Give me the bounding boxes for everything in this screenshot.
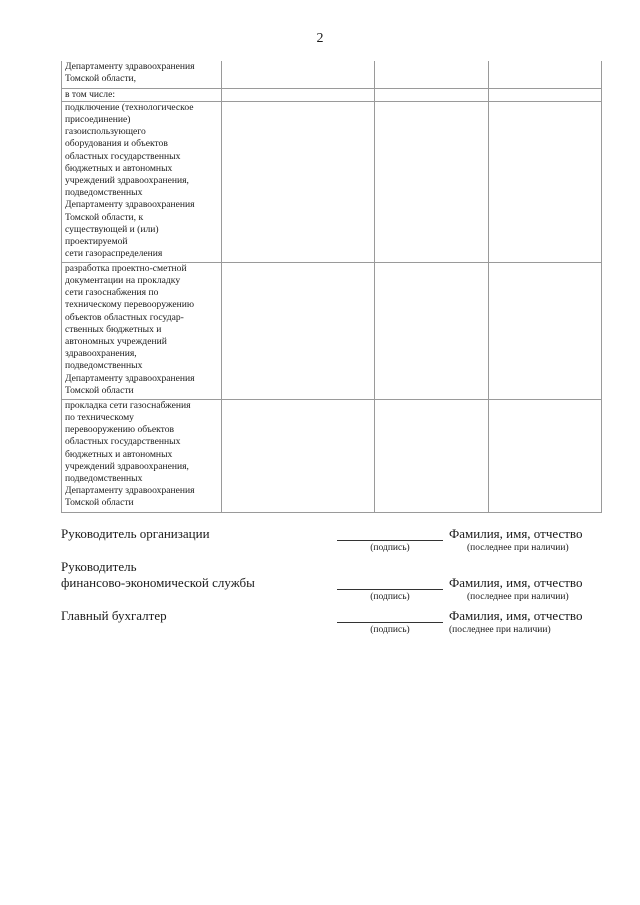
accountant-signature-line <box>337 622 443 623</box>
row-label: в том числе: <box>62 88 222 101</box>
finance-signature-caption: (подпись) <box>370 592 410 602</box>
accountant-name-note: (последнее при наличии) <box>449 625 551 635</box>
row-label: Департаменту здравоохранения Томской области, <box>62 61 222 88</box>
head-name-note: (последнее при наличии) <box>467 543 569 553</box>
head-title: Руководитель организации <box>61 526 210 541</box>
accountant-title: Главный бухгалтер <box>61 608 167 623</box>
row-label: подключение (технологическое присоединение) газоиспользующего оборудования и объектов областных государственных бюджетных и автономных учреждений здравоохранения, подведомственных Департаменту здравоохранения Томской области, к существующей и (или) проектируемой сети газораспределения <box>62 101 222 262</box>
head-signature-caption: (подпись) <box>370 543 410 553</box>
head-signature-line <box>337 540 443 541</box>
finance-name-note: (последнее при наличии) <box>467 592 569 602</box>
page-number: 2 <box>316 31 324 46</box>
accountant-name-placeholder: Фамилия, имя, отчество <box>449 608 583 623</box>
finance-name-placeholder: Фамилия, имя, отчество <box>449 575 583 590</box>
head-name-placeholder: Фамилия, имя, отчество <box>449 526 583 541</box>
row-label: разработка проектно-сметной документации на прокладку сети газоснабжения по техническому перевооружению объектов областных государ- ственных бюджетных и автономных учреждений здравоохранения, подведомственных Департаменту здравоохранения Томской области <box>62 262 222 399</box>
accountant-signature-caption: (подпись) <box>370 625 410 635</box>
finance-title-line2: финансово-экономической службы <box>61 575 255 590</box>
finance-title-line1: Руководитель <box>61 559 137 574</box>
row-label: прокладка сети газоснабжения по техническому перевооружению объектов областных государственных бюджетных и автономных учреждений здравоохранения, подведомственных Департаменту здравоохранения Томской области <box>62 399 222 512</box>
finance-signature-line <box>337 589 443 590</box>
